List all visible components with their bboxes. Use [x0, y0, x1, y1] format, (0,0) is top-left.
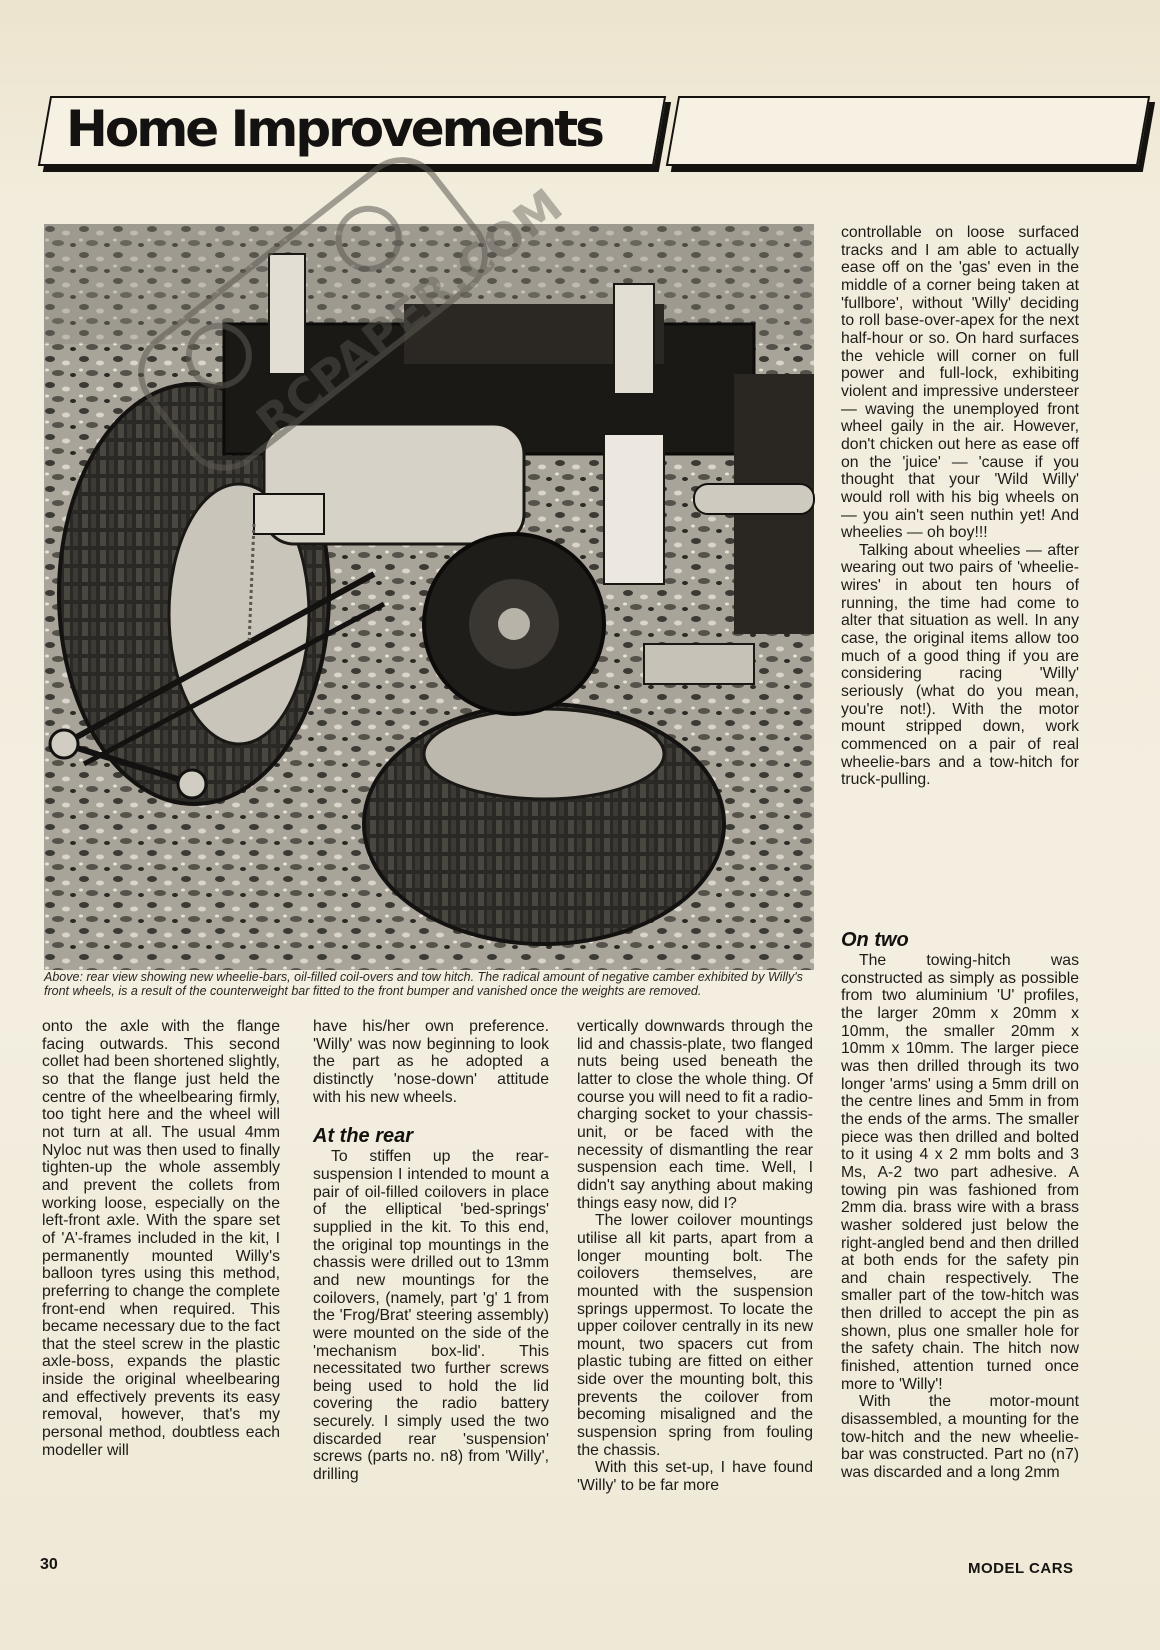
tow-hitch [254, 494, 324, 534]
paragraph: To stiffen up the rear-suspension I intended to mount a pair of oil-filled coilovers in place of the elliptical 'bed-springs' supplied in the kit. To this end, the original top mountings in the chassis were drilled out to 13mm and new mountings for the coilovers, (namely, part 'g' 1 from the 'Frog/Brat' steering assembly) were mounted on the side of the 'mechanism box-lid'. This necessitated two further screws being used to hold the lid covering the radio battery securely. I simply used the two discarded rear 'suspension' screws (parts no. n8) from 'Willy', drilling [313, 1148, 549, 1484]
article-column-4 [841, 224, 1079, 789]
paragraph: With the motor-mount disassembled, a mounting for the tow-hitch and the new wheelie-bar was constructed. Part no (n7) was discarded and a long 2mm [841, 1393, 1079, 1482]
paragraph: Talking about wheelies — after wearing out two pairs of 'wheelie-wires' in about ten hours of running, the time had come to alter that situation as well. In any case, the original items allow too much of a good thing if you are considering racing 'Willy' seriously (what do you mean, you're not!). With the motor mount stripped down, work commenced on a pair of real wheelie-bars and a tow-hitch for truck-pulling. [841, 541, 1079, 789]
paragraph: The lower coilover mountings utilise all kit parts, apart from a longer mounting bolt. The coilovers themselves, are mounted with the suspension springs uppermost. To locate the upper coilover centrally in its new mount, two spacers cut from plastic tubing are fitted on either side over the mounting bolt, this prevents the coilover from becoming misaligned and the suspension spring from fouling the chassis. [577, 1212, 813, 1459]
section-heading: On two [841, 929, 909, 951]
paragraph: have his/her own preference. 'Willy' was now beginning to look the part as he adopted a distinctly 'nose-down' attitude with his new wheels. [313, 1018, 549, 1106]
paragraph: With this set-up, I have found 'Willy' to be far more [577, 1459, 813, 1495]
magazine-name: MODEL CARS [968, 1560, 1074, 1577]
page-title: Home Improvements [66, 100, 602, 158]
page-number: 30 [40, 1556, 58, 1573]
header-frame-right [666, 96, 1150, 166]
article-column-2 [313, 1018, 549, 1484]
right-coilover [614, 284, 654, 394]
photo-caption: Above: rear view showing new wheelie-bars, oil-filled coil-overs and tow hitch. The radical amount of negative camber exhibited by Willy's front wheels, is a result of the counterweight bar fitted to the front bumper and vanished once the weights are removed. [44, 970, 803, 998]
article-column-1 [42, 1018, 280, 1459]
paragraph: The towing-hitch was constructed as simply as possible from two aluminium 'U' profiles, the larger 20mm x 20mm x 10mm, the smaller 20mm x 10mm x 10mm. The larger piece was then drilled through its two longer 'arms' using a 5mm drill on the centre lines and 5mm in from the ends of the arms. The smaller piece was then drilled and bolted to it using 4 x 2 mm bolts and 3 Ms, A-2 two part adhesive. A towing pin was fashioned from 2mm dia. brass wire with a brass washer soldered just below the right-angled bend and then drilled at both ends for the safety pin and chain respectively. The smaller part of the tow-hitch was then drilled to accept the pin as shown, plus one smaller hole for the safety chain. The hitch now finished, attention turned once more to 'Willy'! [841, 952, 1079, 1393]
article-column-4-continued [841, 928, 1079, 1482]
article-column-3 [577, 1018, 813, 1495]
rcpaper-watermark [90, 120, 573, 500]
paragraph: vertically downwards through the lid and chassis-plate, two flanged nuts being used beneath the latter to close the whole thing. Of course you will need to fit a radio-charging socket to your chassis-unit, or be faced with the necessity of dismantling the rear suspension each time. Well, I didn't say anything about making things easy now, did I? [577, 1018, 813, 1212]
watermark-text: RCPAPER.COM [246, 177, 573, 450]
section-heading: At the rear [313, 1125, 414, 1148]
paragraph: onto the axle with the flange facing outwards. This second collet had been shortened slightly, so that the flange just held the centre of the wheelbearing firmly, too tight here and the wheel will not turn at all. The usual 4mm Nyloc nut was then used to finally tighten-up the whole assembly and prevent the collets from working loose, especially on the left-front axle. With the spare set of 'A'-frames included in the kit, I permanently mounted Willy's balloon tyres using this method, preferring to change the complete front-end when required. This became necessary due to the fact that the steel screw in the plastic axle-boss, expands the plastic inside the original wheelbearing and effectively prevents its easy removal, however, that's my personal method, doubtless each modeller will [42, 1018, 280, 1459]
paragraph: controllable on loose surfaced tracks and I am able to actually ease off on the 'gas' even in the middle of a corner being taken at 'fullbore', without 'Willy' deciding to roll base-over-apex for the next half-hour or so. On hard surfaces the vehicle will corner on full power and full-lock, exhibiting violent and impressive understeer — waving the unemployed front wheel gaily in the air. However, don't chicken out here as ease off on the 'juice' — 'cause if you thought that your 'Wild Willy' would roll with his big wheels on — you ain't seen nuthin yet! And wheelies — oh boy!!! [841, 224, 1079, 542]
